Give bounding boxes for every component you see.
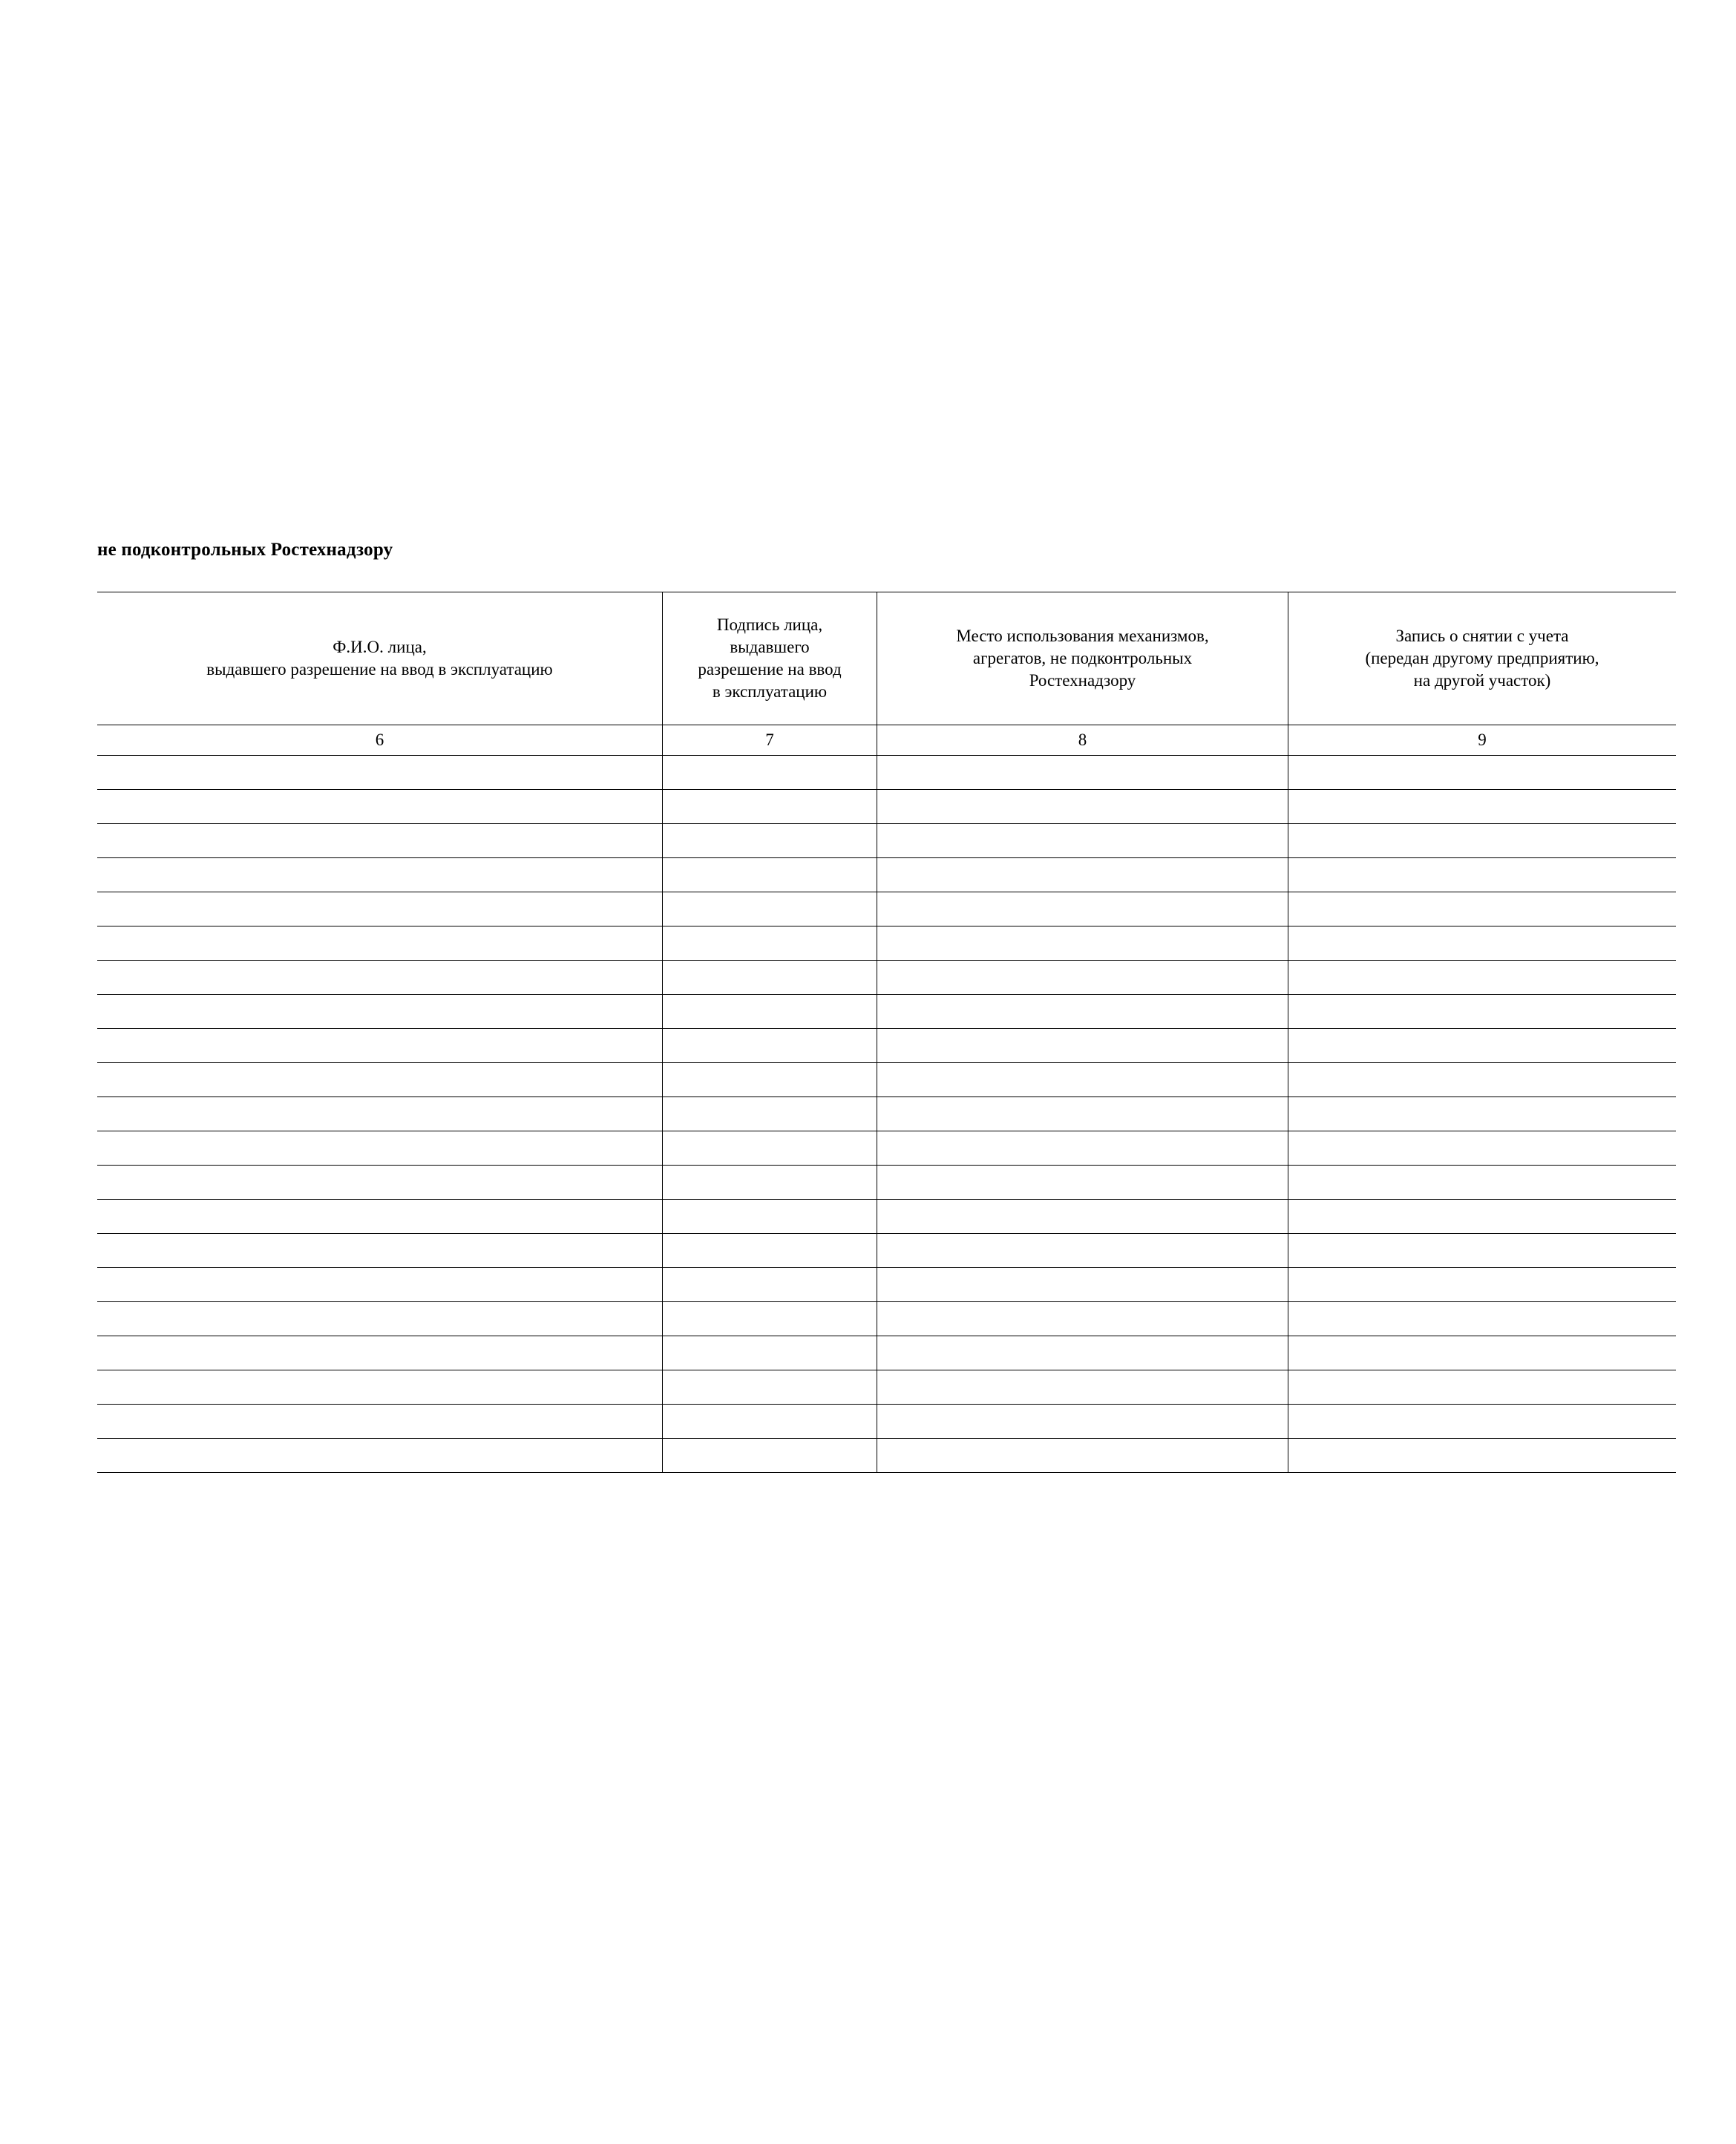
page-title: не подконтрольных Ростехнадзору bbox=[97, 540, 393, 560]
table-cell[interactable] bbox=[1288, 961, 1677, 995]
table-cell[interactable] bbox=[97, 1336, 663, 1370]
table-row bbox=[97, 1166, 1676, 1200]
table-cell[interactable] bbox=[663, 1097, 877, 1131]
table-cell[interactable] bbox=[663, 1405, 877, 1439]
table-cell[interactable] bbox=[877, 961, 1288, 995]
table-row bbox=[97, 961, 1676, 995]
column-header-signature bbox=[663, 592, 877, 725]
table-cell[interactable] bbox=[97, 1439, 663, 1473]
column-header-place-of-use-line-2: агрегатов, не подконтрольных bbox=[972, 649, 1193, 668]
column-header-place-of-use-line-1: Место использования механизмов, bbox=[956, 627, 1209, 646]
table-cell[interactable] bbox=[877, 824, 1288, 858]
column-header-signature-line-3: разрешение на ввод bbox=[698, 660, 842, 679]
table-row bbox=[97, 1063, 1676, 1097]
table-row bbox=[97, 1268, 1676, 1302]
table-cell[interactable] bbox=[97, 926, 663, 961]
table-cell[interactable] bbox=[97, 1200, 663, 1234]
column-number-9: 9 bbox=[1288, 725, 1677, 756]
table-cell[interactable] bbox=[877, 1166, 1288, 1200]
table-cell[interactable] bbox=[877, 1131, 1288, 1166]
table-cell[interactable] bbox=[1288, 1063, 1677, 1097]
table-row bbox=[97, 790, 1676, 824]
table-cell[interactable] bbox=[1288, 995, 1677, 1029]
table-cell[interactable] bbox=[97, 756, 663, 790]
table-cell[interactable] bbox=[877, 1336, 1288, 1370]
column-header-signature-line-1: Подпись лица, bbox=[716, 615, 823, 635]
table-cell[interactable] bbox=[97, 1370, 663, 1405]
table-cell[interactable] bbox=[1288, 824, 1677, 858]
column-header-deregistration-line-3: на другой участок) bbox=[1413, 670, 1551, 690]
table-body bbox=[97, 756, 1676, 1473]
table-cell[interactable] bbox=[97, 892, 663, 926]
table-header bbox=[97, 592, 1676, 756]
table-cell[interactable] bbox=[1288, 1029, 1677, 1063]
table-row bbox=[97, 1405, 1676, 1439]
table-cell[interactable] bbox=[97, 790, 663, 824]
registry-table-container bbox=[97, 592, 1626, 1473]
column-header-deregistration-record bbox=[1288, 592, 1677, 725]
table-cell[interactable] bbox=[1288, 790, 1677, 824]
column-number-8: 8 bbox=[877, 725, 1288, 756]
table-cell[interactable] bbox=[97, 1234, 663, 1268]
column-header-deregistration-line-1: Запись о снятии с учета bbox=[1395, 627, 1569, 646]
table-cell[interactable] bbox=[877, 1063, 1288, 1097]
column-number-6: 6 bbox=[97, 725, 663, 756]
table-cell[interactable] bbox=[663, 1234, 877, 1268]
table-row bbox=[97, 1302, 1676, 1336]
column-header-fio-line-1: Ф.И.О. лица, bbox=[333, 638, 427, 657]
table-cell[interactable] bbox=[663, 1063, 877, 1097]
table-cell[interactable] bbox=[663, 926, 877, 961]
table-row bbox=[97, 1336, 1676, 1370]
table-cell[interactable] bbox=[97, 1268, 663, 1302]
table-cell[interactable] bbox=[1288, 1405, 1677, 1439]
table-row bbox=[97, 1234, 1676, 1268]
table-row bbox=[97, 1200, 1676, 1234]
table-cell[interactable] bbox=[1288, 926, 1677, 961]
table-cell[interactable] bbox=[663, 1370, 877, 1405]
table-cell[interactable] bbox=[1288, 1336, 1677, 1370]
table-cell[interactable] bbox=[877, 1234, 1288, 1268]
column-header-place-of-use-line-3: Ростехнадзору bbox=[1029, 670, 1136, 690]
column-header-place-of-use bbox=[877, 592, 1288, 725]
table-cell[interactable] bbox=[1288, 892, 1677, 926]
table-row bbox=[97, 1131, 1676, 1166]
table-cell[interactable] bbox=[877, 892, 1288, 926]
table-cell[interactable] bbox=[663, 1302, 877, 1336]
table-cell[interactable] bbox=[1288, 1234, 1677, 1268]
table-cell[interactable] bbox=[877, 858, 1288, 892]
table-cell[interactable] bbox=[877, 1439, 1288, 1473]
column-header-signature-line-4: в эксплуатацию bbox=[712, 682, 828, 701]
table-row bbox=[97, 858, 1676, 892]
table-row bbox=[97, 995, 1676, 1029]
table-cell[interactable] bbox=[1288, 1200, 1677, 1234]
column-header-signature-line-2: выдавшего bbox=[730, 638, 810, 657]
table-row bbox=[97, 926, 1676, 961]
table-cell[interactable] bbox=[663, 756, 877, 790]
table-cell[interactable] bbox=[97, 1029, 663, 1063]
column-header-fio bbox=[97, 592, 663, 725]
table-cell[interactable] bbox=[877, 756, 1288, 790]
table-row bbox=[97, 1029, 1676, 1063]
table-cell[interactable] bbox=[877, 926, 1288, 961]
table-row bbox=[97, 1439, 1676, 1473]
table-cell[interactable] bbox=[877, 1370, 1288, 1405]
table-cell[interactable] bbox=[663, 995, 877, 1029]
table-cell[interactable] bbox=[1288, 756, 1677, 790]
table-row bbox=[97, 892, 1676, 926]
registry-table bbox=[97, 592, 1676, 1473]
table-cell[interactable] bbox=[663, 1131, 877, 1166]
table-cell[interactable] bbox=[1288, 1131, 1677, 1166]
table-cell[interactable] bbox=[97, 995, 663, 1029]
table-cell[interactable] bbox=[97, 961, 663, 995]
table-cell[interactable] bbox=[663, 824, 877, 858]
table-cell[interactable] bbox=[663, 1336, 877, 1370]
table-cell[interactable] bbox=[1288, 1097, 1677, 1131]
column-header-fio-line-2: выдавшего разрешение на ввод в эксплуатацию bbox=[206, 660, 553, 679]
table-cell[interactable] bbox=[663, 858, 877, 892]
table-cell[interactable] bbox=[877, 1302, 1288, 1336]
table-cell[interactable] bbox=[1288, 858, 1677, 892]
table-row bbox=[97, 1097, 1676, 1131]
table-cell[interactable] bbox=[663, 1268, 877, 1302]
table-cell[interactable] bbox=[877, 1029, 1288, 1063]
table-cell[interactable] bbox=[877, 1200, 1288, 1234]
table-cell[interactable] bbox=[97, 1302, 663, 1336]
table-cell[interactable] bbox=[97, 1405, 663, 1439]
table-cell[interactable] bbox=[663, 790, 877, 824]
table-cell[interactable] bbox=[97, 858, 663, 892]
table-cell[interactable] bbox=[97, 1131, 663, 1166]
table-cell[interactable] bbox=[97, 1097, 663, 1131]
table-cell[interactable] bbox=[663, 1439, 877, 1473]
table-column-number-row bbox=[97, 725, 1676, 756]
table-row bbox=[97, 824, 1676, 858]
table-row bbox=[97, 1370, 1676, 1405]
table-cell[interactable] bbox=[663, 1029, 877, 1063]
table-cell[interactable] bbox=[877, 1405, 1288, 1439]
table-cell[interactable] bbox=[97, 824, 663, 858]
table-cell[interactable] bbox=[97, 1063, 663, 1097]
table-cell[interactable] bbox=[1288, 1439, 1677, 1473]
table-cell[interactable] bbox=[1288, 1370, 1677, 1405]
table-cell[interactable] bbox=[663, 1166, 877, 1200]
column-header-deregistration-line-2: (передан другому предприятию, bbox=[1365, 649, 1599, 668]
table-cell[interactable] bbox=[663, 961, 877, 995]
table-row bbox=[97, 756, 1676, 790]
table-cell[interactable] bbox=[877, 995, 1288, 1029]
table-cell[interactable] bbox=[1288, 1268, 1677, 1302]
table-cell[interactable] bbox=[877, 1097, 1288, 1131]
table-cell[interactable] bbox=[1288, 1166, 1677, 1200]
table-cell[interactable] bbox=[877, 1268, 1288, 1302]
table-cell[interactable] bbox=[663, 1200, 877, 1234]
table-cell[interactable] bbox=[1288, 1302, 1677, 1336]
table-cell[interactable] bbox=[97, 1166, 663, 1200]
table-cell[interactable] bbox=[663, 892, 877, 926]
table-cell[interactable] bbox=[877, 790, 1288, 824]
column-number-7: 7 bbox=[663, 725, 877, 756]
table-header-row bbox=[97, 592, 1676, 725]
